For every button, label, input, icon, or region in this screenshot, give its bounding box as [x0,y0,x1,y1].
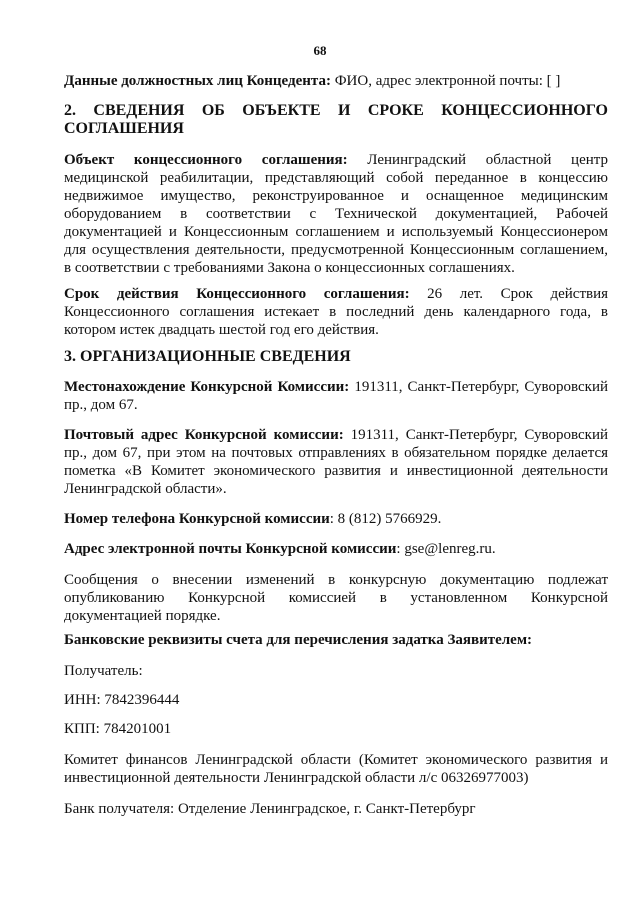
section-2-heading-line2: СОГЛАШЕНИЯ [64,120,184,137]
term-text: 26 лет. Срок действия Концессионного соглашения истекает в последний день календарного года, в котором истек двадцать шестой год его действия. [64,286,609,338]
phone-label: Номер телефона Конкурсной комиссии [64,511,330,527]
recipient-line: Получатель: [64,663,143,679]
section-2-word: КОНЦЕССИОННОГО [441,102,608,119]
section-2-heading [64,102,608,138]
section-2-word: СРОКЕ [367,102,424,119]
location-text: 191311, Санкт-Петербург, Суворовский пр., дом 67. [64,379,608,413]
section-2-word: СВЕДЕНИЯ [93,102,185,119]
section-2-number: 2. [64,102,76,119]
changes-paragraph: Сообщения о внесении изменений в конкурсную документацию подлежат опубликованию Конкурсной комиссией в установленном Конкурсной документацией порядке. [64,572,608,624]
inn-line: ИНН: 7842396444 [64,692,180,708]
officials-paragraph [64,72,608,90]
phone-text: : 8 (812) 5766929. [329,511,442,527]
term-label: Срок действия Концессионного соглашения: [64,286,410,302]
section-2-heading-line1 [64,102,608,120]
section-3-heading: 3. ОРГАНИЗАЦИОННЫЕ СВЕДЕНИЯ [64,348,351,365]
object-label: Объект концессионного соглашения: [64,152,348,168]
phone-paragraph [64,510,608,528]
bank-line: Банк получателя: Отделение Ленинградское, г. Санкт-Петербург [64,801,476,817]
page-number: 68 [313,43,327,58]
kpp-line: КПП: 784201001 [64,721,172,737]
email-label: Адрес электронной почты Конкурсной комиссии [64,541,397,557]
location-label: Местонахождение Конкурсной Комиссии: [64,379,350,395]
section-2-word: ОБ [201,102,225,119]
section-2-word: И [337,102,351,119]
postal-text: 191311, Санкт-Петербург, Суворовский пр., дом 67, при этом на почтовых отправлениях в обязательном порядке делается пометка «В Комитет экономического развития и инвестиционной деятельности Ленинградской области». [64,427,608,497]
officials-value: ФИО, адрес электронной почты: [ ] [334,73,561,89]
email-paragraph [64,540,608,558]
postal-label: Почтовый адрес Конкурсной комиссии: [64,427,344,443]
section-2-word: ОБЪЕКТЕ [242,102,321,119]
officials-label: Данные должностных лиц Концедента: [64,73,331,89]
postal-paragraph [64,426,608,498]
committee-paragraph: Комитет финансов Ленинградской области (Комитет экономического развития и инвестиционной деятельности Ленинградской области л/с 06326977003) [64,752,608,786]
term-paragraph [64,285,608,339]
location-paragraph [64,378,608,414]
email-text: : gse@lenreg.ru. [396,541,496,557]
object-text: Ленинградский областной центр медицинской реабилитации, представляющий собой переданное в концессию недвижимое имущество, реконструированное и оснащенное медицинским оборудованием в соответствии с Технической документацией, Рабочей документацией и Концессионным соглашением и используемый Концессионером для осуществления деятельности, предусмотренной Концессионным соглашением, в соответствии с требованиями Закона о концессионных соглашениях. [64,152,608,276]
object-paragraph [64,151,608,277]
bank-details-heading: Банковские реквизиты счета для перечисления задатка Заявителем: [64,632,533,648]
